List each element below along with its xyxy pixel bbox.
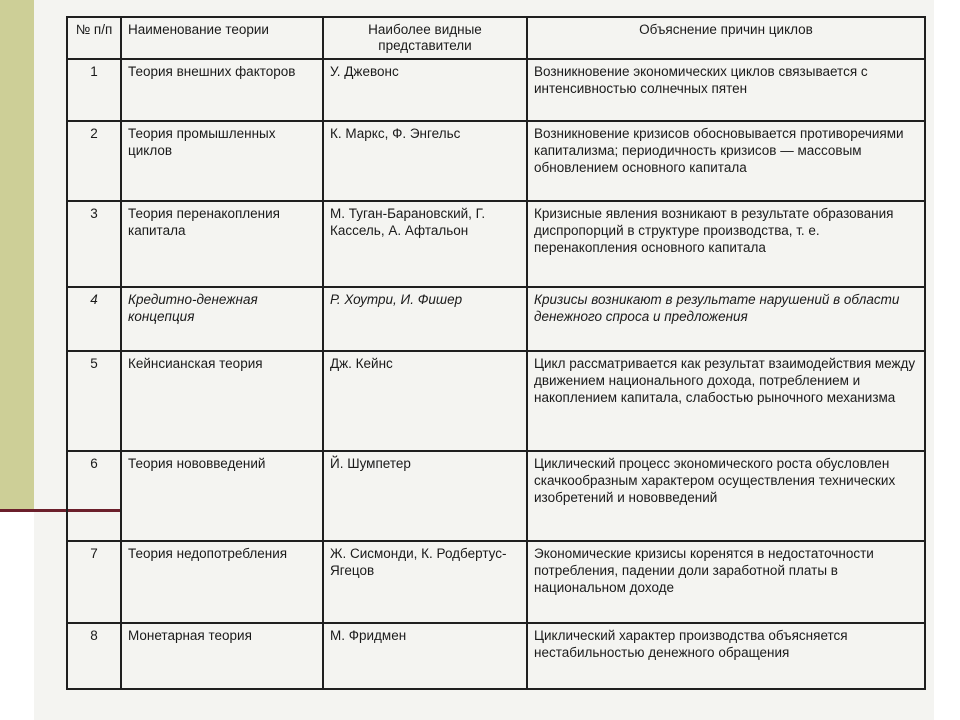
slide-side-band-lower [0,510,34,720]
explanation: Циклический характер производства объясняется нестабильностью денежного обращения [527,623,925,689]
table-row [67,541,925,623]
row-num: 8 [67,623,121,689]
explanation: Цикл рассматривается как результат взаимодействия между движением национального дохода, потреблением и накоплением капитала, слабостью рыночного механизма [527,351,925,451]
representatives: У. Джевонс [323,59,527,121]
representatives: Й. Шумпетер [323,451,527,541]
header-num: № п/п [67,17,121,59]
table-row [67,623,925,689]
theory-name: Монетарная теория [121,623,323,689]
row-num: 1 [67,59,121,121]
row-num: 5 [67,351,121,451]
representatives: Р. Хоутри, И. Фишер [323,287,527,351]
header-representatives: Наиболее видные представители [323,17,527,59]
table-row [67,59,925,121]
theory-name: Теория перенакопления капитала [121,201,323,287]
row-num: 3 [67,201,121,287]
explanation: Циклический процесс экономического роста обусловлен скачкообразным характером осуществления технических изобретений и нововведений [527,451,925,541]
representatives: М. Туган-Барановский, Г. Кассель, А. Афтальон [323,201,527,287]
table-header-row [67,17,925,59]
theory-name: Теория внешних факторов [121,59,323,121]
slide-side-band [0,0,34,510]
explanation: Кризисные явления возникают в результате образования диспропорций в структуре производства, т. е. перенакопления основного капитала [527,201,925,287]
explanation: Кризисы возникают в результате нарушений в области денежного спроса и предложения [527,287,925,351]
explanation: Возникновение кризисов обосновывается противоречиями капитализма; периодичность кризисов — массовым обновлением основного капитала [527,121,925,201]
theory-name: Кредитно-денежная концепция [121,287,323,351]
table-row [67,287,925,351]
representatives: Ж. Сисмонди, К. Родбертус-Ягецов [323,541,527,623]
table-row [67,451,925,541]
header-explanation: Объяснение причин циклов [527,17,925,59]
row-num: 4 [67,287,121,351]
header-theory-name: Наименование теории [121,17,323,59]
representatives: К. Маркс, Ф. Энгельс [323,121,527,201]
theory-name: Теория недопотребления [121,541,323,623]
theory-name: Теория нововведений [121,451,323,541]
business-cycle-theories-table [66,16,926,690]
theory-name: Теория промышленных циклов [121,121,323,201]
table-row [67,121,925,201]
row-num: 6 [67,451,121,541]
table-row [67,351,925,451]
theory-name: Кейнсианская теория [121,351,323,451]
explanation: Экономические кризисы коренятся в недостаточности потребления, падении доли заработной платы в национальном доходе [527,541,925,623]
representatives: М. Фридмен [323,623,527,689]
row-num: 7 [67,541,121,623]
explanation: Возникновение экономических циклов связывается с интенсивностью солнечных пятен [527,59,925,121]
representatives: Дж. Кейнс [323,351,527,451]
table-row [67,201,925,287]
row-num: 2 [67,121,121,201]
